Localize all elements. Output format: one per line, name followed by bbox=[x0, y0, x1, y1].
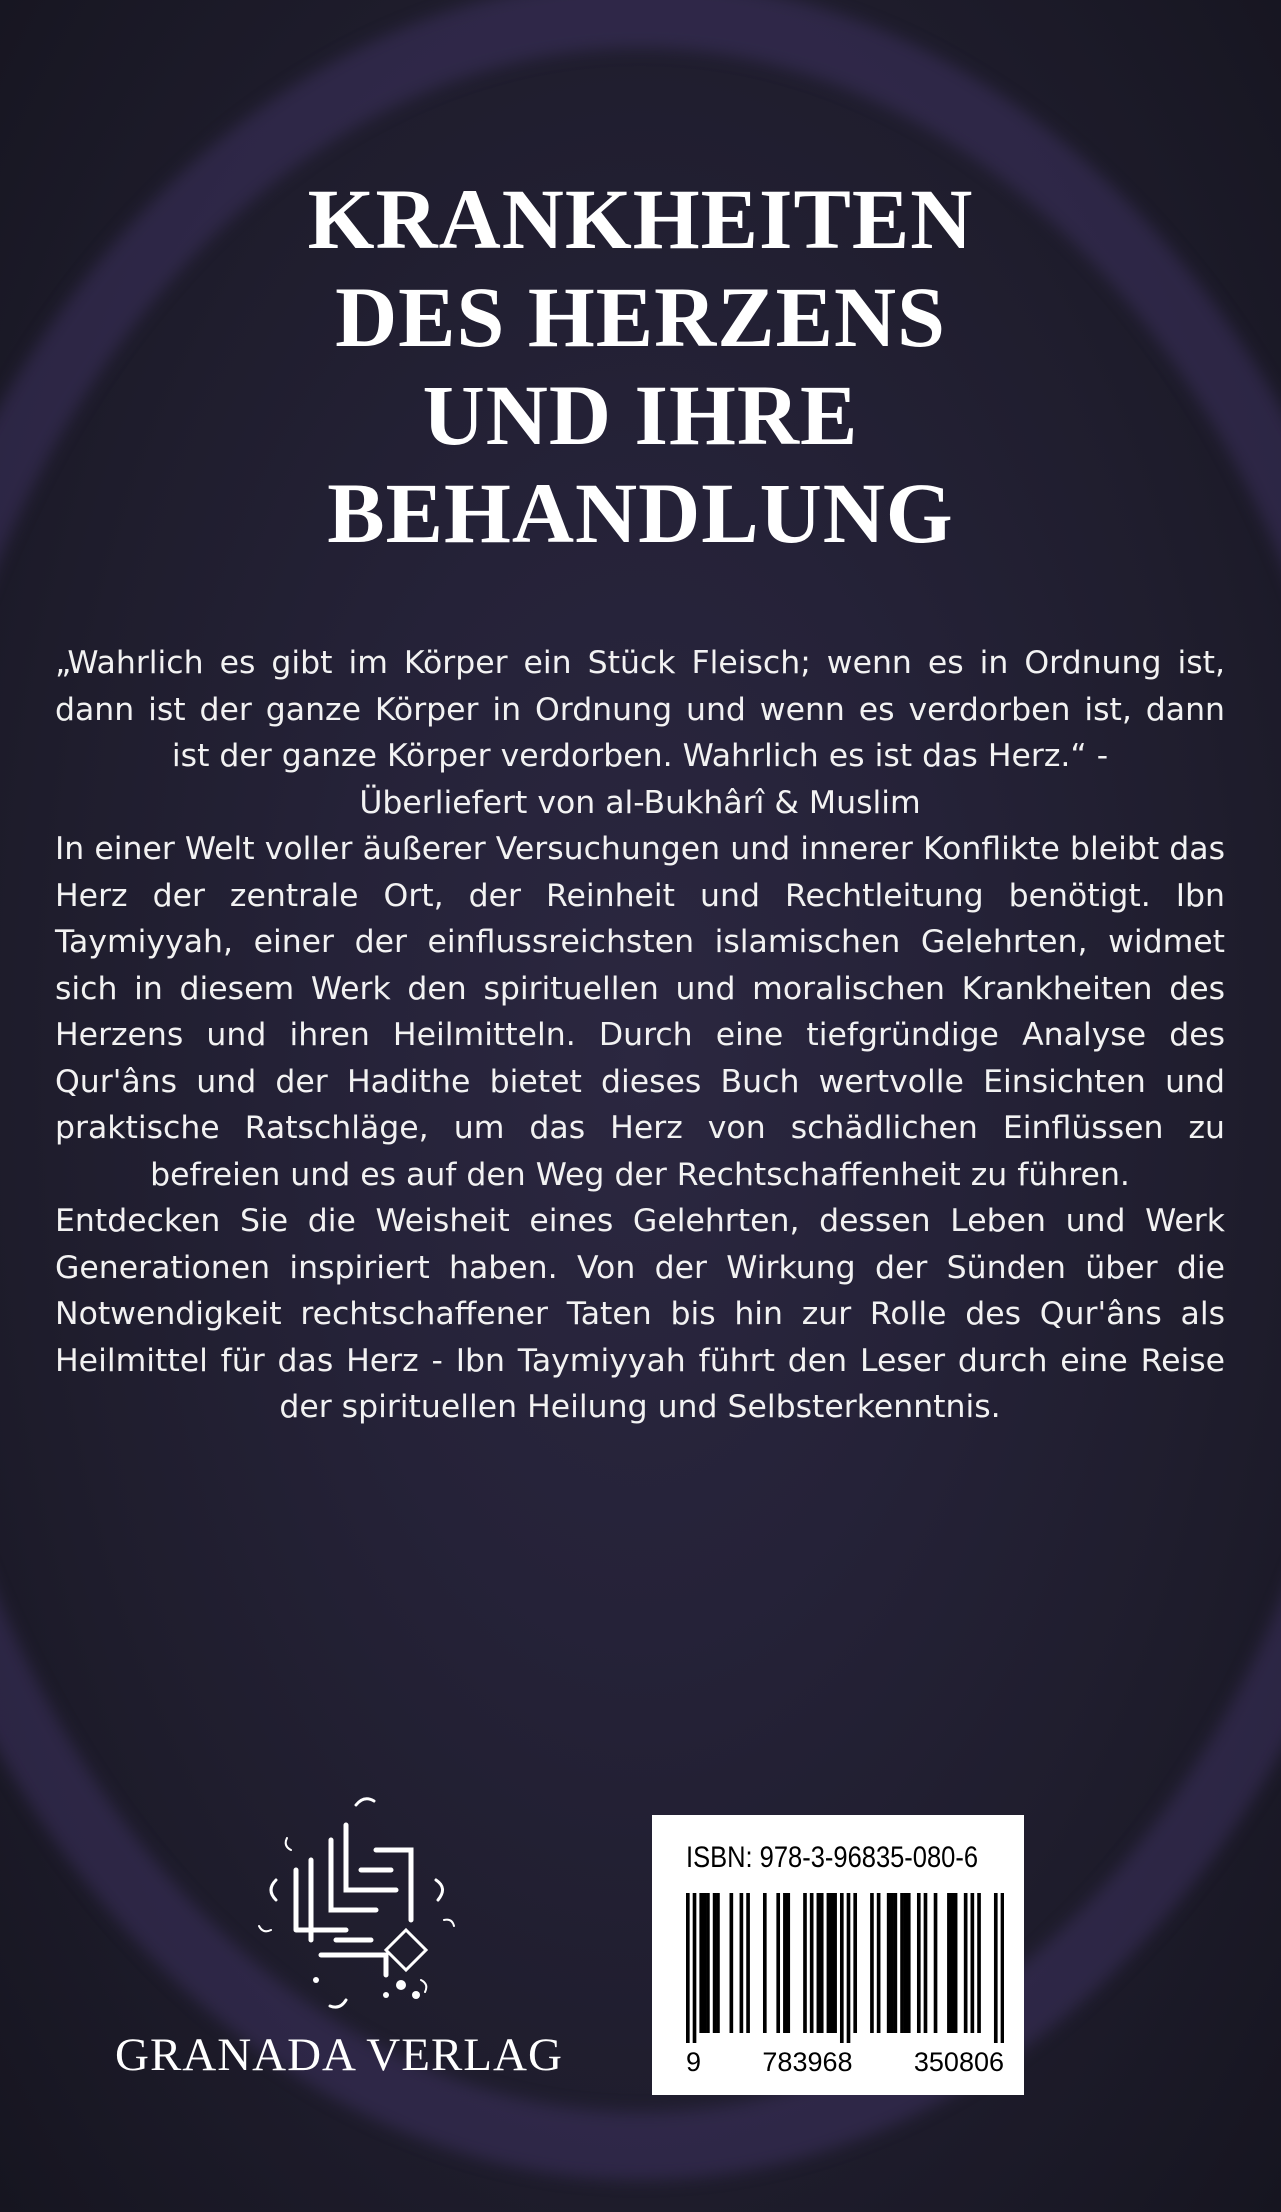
hadith-quote: „Wahrlich es gibt im Körper ein Stück Fleisch; wenn es in Ordnung ist, dann ist der ganze Körper in Ordnung und wenn es verdorben ist, dann ist der ganze Körper verdorben. Wahrlich es ist das Herz.“ - bbox=[55, 645, 1225, 774]
barcode-bar bbox=[934, 1893, 938, 2033]
barcode-bar bbox=[894, 1893, 898, 2033]
title-line: KRANKHEITEN bbox=[307, 171, 974, 267]
barcode-bar bbox=[783, 1893, 787, 2033]
blurb bbox=[55, 640, 1225, 1431]
publisher-name: GRANADA VERLAG bbox=[115, 2029, 563, 2081]
barcode-bar bbox=[994, 1893, 998, 2043]
barcode-bar bbox=[847, 1893, 851, 2043]
barcode-bar bbox=[786, 1893, 790, 2033]
barcode-bar bbox=[693, 1893, 697, 2043]
barcode-bar bbox=[907, 1893, 911, 2033]
barcode-bar bbox=[954, 1893, 958, 2033]
barcode-bar bbox=[977, 1893, 981, 2033]
barcode-bar bbox=[703, 1893, 707, 2033]
barcode-bar bbox=[713, 1893, 717, 2033]
barcode-bar bbox=[1001, 1893, 1004, 2043]
isbn-label: ISBN: 978-3-96835-080-6 bbox=[686, 1841, 979, 1874]
barcode-bar bbox=[870, 1893, 874, 2033]
barcode-bar bbox=[716, 1893, 720, 2033]
barcode-bar bbox=[877, 1893, 881, 2033]
barcode-bar bbox=[730, 1893, 734, 2033]
barcode-bar bbox=[686, 1893, 690, 2043]
quote-citation: Überliefert von al-Bukhârî & Muslim bbox=[359, 784, 921, 821]
barcode-bar bbox=[890, 1893, 894, 2033]
isbn-barcode-box bbox=[652, 1815, 1024, 2095]
barcode-bar bbox=[699, 1893, 703, 2033]
barcode-bar bbox=[746, 1893, 750, 2033]
barcode-bar bbox=[947, 1893, 951, 2033]
barcode-bar bbox=[830, 1893, 834, 2033]
barcode-bar bbox=[827, 1893, 831, 2033]
barcode-bar bbox=[706, 1893, 710, 2033]
barcode-bar bbox=[853, 1893, 857, 2033]
title-line: BEHANDLUNG bbox=[327, 465, 954, 561]
description-paragraph: Entdecken Sie die Weisheit eines Gelehrten, dessen Leben und Werk Generationen inspiriert haben. Von der Wirkung der Sünden über die Notwendigkeit rechtschaffener Taten bis hin zur Rolle des Qur'âns als Heilmittel für das Herz - Ibn Taymiyyah führt den Leser durch eine Reise der spirituellen Heilung und Selbsterkenntnis. bbox=[55, 1203, 1225, 1425]
book-title bbox=[0, 170, 1281, 562]
barcode-digits-right: 350806 bbox=[913, 2047, 1004, 2077]
title-line: DES HERZENS bbox=[335, 269, 946, 365]
barcode-bar bbox=[833, 1893, 837, 2033]
barcode-bar bbox=[810, 1893, 814, 2033]
barcode bbox=[686, 1893, 1004, 2043]
barcode-bar bbox=[950, 1893, 954, 2033]
barcode-bar bbox=[917, 1893, 921, 2033]
barcode-bar bbox=[840, 1893, 844, 2043]
barcode-bar bbox=[740, 1893, 744, 2033]
barcode-bar bbox=[900, 1893, 904, 2033]
barcode-bar bbox=[763, 1893, 767, 2033]
title-line: UND IHRE bbox=[422, 367, 859, 463]
barcode-bar bbox=[803, 1893, 807, 2033]
barcode-digits-left: 783968 bbox=[762, 2047, 853, 2077]
calligraphy-logo-icon bbox=[236, 1780, 476, 2030]
barcode-bar bbox=[820, 1893, 824, 2033]
barcode-bar bbox=[887, 1893, 891, 2033]
barcode-digits bbox=[686, 2047, 1004, 2078]
description-paragraph: In einer Welt voller äußerer Versuchungen und innerer Konflikte bleibt das Herz der zentrale Ort, der Reinheit und Rechtleitung benötigt. Ibn Taymiyyah, einer der einflussreichsten islamischen Gelehrten, widmet sich in diesem Werk den spirituellen und moralischen Krankheiten des Herzens und ihren Heilmitteln. Durch eine tiefgründige Analyse des Qur'âns und der Hadithe bietet dieses Buch wertvolle Einsichten und praktische Ratschläge, um das Herz von schädlichen Einflüssen zu befreien und es auf den Weg der Rechtschaffenheit zu führen. bbox=[55, 831, 1225, 1193]
barcode-bar bbox=[971, 1893, 975, 2033]
barcode-bar bbox=[817, 1893, 821, 2033]
barcode-bar bbox=[776, 1893, 780, 2033]
barcode-bar bbox=[904, 1893, 908, 2033]
barcode-digit-first: 9 bbox=[686, 2047, 702, 2077]
barcode-bar bbox=[964, 1893, 968, 2033]
barcode-bar bbox=[924, 1893, 928, 2033]
